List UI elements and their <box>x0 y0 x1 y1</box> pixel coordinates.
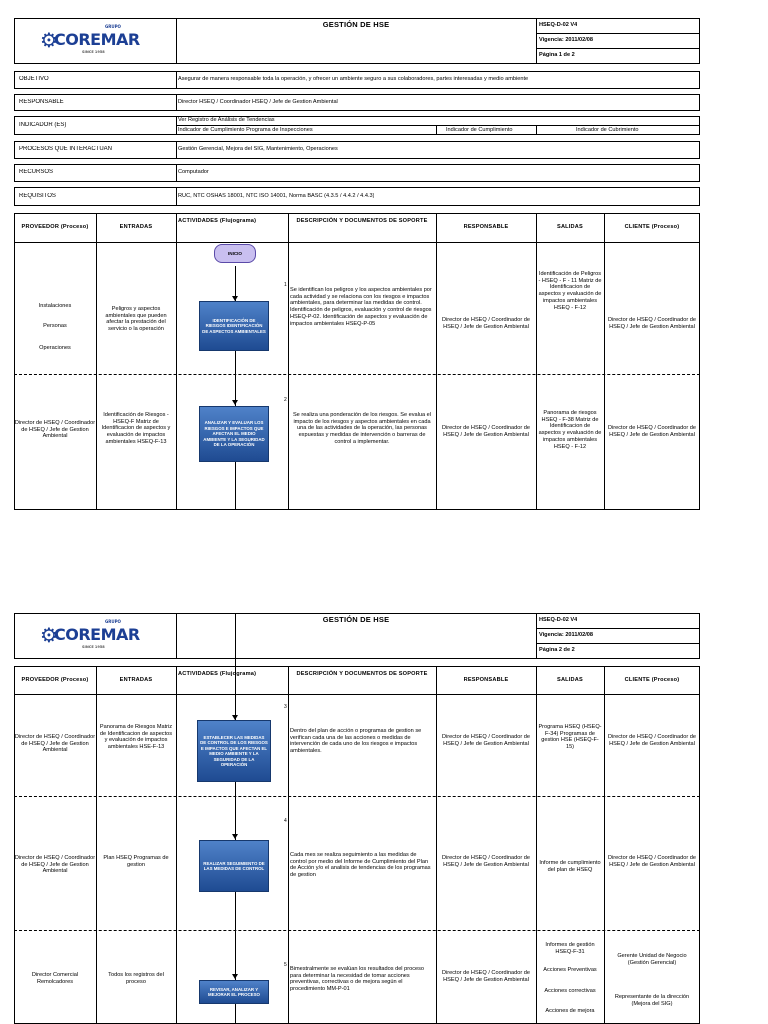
row5-entradas: Todos los registros del proceso <box>108 972 164 985</box>
row5-salida-3: Acciones correctivas <box>544 988 596 994</box>
p1-col-descripcion: DESCRIPCIÓN Y DOCUMENTOS DE SOPORTE <box>296 218 428 224</box>
value-objetivo: Asegurar de manera responsable toda la operación, y ofrecer un ambiente seguro a sus colaboradores, partes interesadas y medio ambiente <box>178 76 529 82</box>
row1-responsable: Director de HSEQ / Coordinador de HSEQ / Jefe de Gestion Ambiental <box>442 317 530 330</box>
flow-step-1: IDENTIFICACIÓN DE RIESGOS IDENTIFICACIÓN DE ASPECTOS AMBIENTALES <box>199 301 269 351</box>
page1-vigencia: Vigencia: 2011/02/08 <box>539 37 594 43</box>
row2-descripcion: Se realiza una ponderación de los riesgos. Se evalua el impacto de los riesgos y aspectos ambientales en cada una de las actividades de la operación, las personas expuestas y medidas de intervención o barreras de control a implementar. <box>292 412 432 445</box>
row1-descripcion: Se identifican los peligros y los aspectos ambientales por cada actividad y se relaciona con los riesgos e impactos ambientales, para determinar las medidas de control. Identificación de peligros, evaluación y control de riesgos HSEQ-P-02. Identificación de aspectos y evaluación de impactos ambientales HSEQ-P-05 <box>290 287 432 327</box>
row1-entradas: Peligros y aspectos ambientales que pueden afectar la prestación del servicio o la operación <box>105 306 167 333</box>
logo-grupo: GRUPO <box>105 24 121 29</box>
row2-cliente: Director de HSEQ / Coordinador de HSEQ / Jefe de Gestion Ambiental <box>608 425 696 438</box>
logo-grupo-2: GRUPO <box>105 619 121 624</box>
row5-descripcion: Bimestralmente se evalúan los resultados del proceso para determinar la necesidad de tomar acciones preventivas, correctivas o de mejora según el procedimiento MM-P-01 <box>290 966 425 993</box>
p2-col-salidas: SALIDAS <box>557 677 583 683</box>
value-requisitos: RUC, NTC OSHAS 18001, NTC ISO 14001, Norma BASC (4.3.5 / 4.4.2 / 4.4.3) <box>178 193 375 199</box>
row3-descripcion: Dentro del plan de acción o programas de gestion se verifican cada una de las acciones o medidas de intervención de cada uno de los riesgos e impactos ambientales. <box>290 728 422 755</box>
indicador-2: Indicador de Cumplimiento <box>446 127 513 133</box>
flow-step-3: ESTABLECER LAS MEDIDAS DE CONTROL DE LOS RIESGOS E IMPACTOS QUE AFECTAN EL MEDIO AMBIENTE Y LA SEGURIDAD DE LA OPERACIÓN <box>197 720 271 782</box>
row1-cliente: Director de HSEQ / Coordinador de HSEQ / Jefe de Gestion Ambiental <box>608 317 696 330</box>
row1-proveedor-1: Instalaciones <box>38 303 72 309</box>
page2-vigencia: Vigencia: 2011/02/08 <box>539 632 594 638</box>
row4-cliente: Director de HSEQ / Coordinador de HSEQ / Jefe de Gestion Ambiental <box>608 855 696 868</box>
page1-code: HSEQ-D-02 V4 <box>539 22 578 28</box>
p2-col-actividades: ACTIVIDADES (Flujograma) <box>178 671 257 677</box>
row5-salida-4: Acciones de mejora <box>545 1008 595 1014</box>
logo-text: COREMAR <box>54 30 140 49</box>
page1-title: GESTIÓN DE HSE <box>322 20 390 29</box>
page2-code: HSEQ-D-02 V4 <box>539 617 578 623</box>
row1-proveedor-2: Personas <box>43 323 67 329</box>
row1-proveedor-3: Operaciones <box>39 345 71 351</box>
row4-descripcion: Cada mes se realiza seguimiento a las medidas de control por medio del Informe de Cumplimiento del Plan de Acción y/o el analisis de tendencias de los programas de gestion <box>290 852 431 879</box>
row3-num: 3 <box>284 704 287 710</box>
label-recursos: RECURSOS <box>19 169 54 175</box>
page1-process-table <box>14 213 700 510</box>
company-logo <box>40 22 150 60</box>
logo-gear-icon: ⚙ <box>40 28 58 52</box>
page2-pagina: Página 2 de 2 <box>539 647 575 653</box>
indicador-1: Indicador de Cumplimiento Programa de Inspecciones <box>178 127 313 133</box>
row3-responsable: Director de HSEQ / Coordinador de HSEQ / Jefe de Gestion Ambiental <box>442 734 530 747</box>
row4-num: 4 <box>284 818 287 824</box>
page1-pagina: Página 1 de 2 <box>539 52 575 58</box>
row5-num: 5 <box>284 962 287 968</box>
flow-start-node: INICIO <box>214 244 256 263</box>
value-indicadores: Ver Registro de Análisis de Tendencias <box>178 117 275 123</box>
row2-entradas: Identificación de Riesgos - HSEQ-F Matriz de Identificacion de aspectos y evaluación de impactos ambientales HSEQ-F-13 <box>101 412 171 445</box>
info-responsable <box>14 94 700 111</box>
logo-gear-icon-2: ⚙ <box>40 623 58 647</box>
logo-since-2: SINCE 1958 <box>82 645 105 649</box>
row4-proveedor: Director de HSEQ / Coordinador de HSEQ / Jefe de Gestion Ambiental <box>14 855 96 875</box>
p2-col-responsable: RESPONSABLE <box>463 677 509 683</box>
row5-salida-1: Informes de gestión HSEQ-F-31 <box>545 942 595 955</box>
label-responsable: RESPONSABLE <box>19 99 64 105</box>
flow-step-5: REVISAR, ANALIZAR Y MEJORAR EL PROCESO <box>199 980 269 1004</box>
info-recursos <box>14 164 700 182</box>
flow-step-2: ANALIZAR Y EVALUAR LOS RIESGOS E IMPACTOS QUE AFECTAN EL MEDIO AMBIENTE Y LA SEGURIDAD DE LA OPERACIÓN <box>199 406 269 462</box>
p2-col-descripcion: DESCRIPCIÓN Y DOCUMENTOS DE SOPORTE <box>296 671 428 677</box>
p1-col-salidas: SALIDAS <box>557 224 583 230</box>
p2-col-proveedor: PROVEEDOR (Proceso) <box>21 677 89 683</box>
row2-num: 2 <box>284 397 287 403</box>
logo-text-2: COREMAR <box>54 625 140 644</box>
row5-salida-2: Acciones Preventivas <box>543 967 597 973</box>
page2-title: GESTIÓN DE HSE <box>322 615 390 624</box>
value-procesos: Gestión Gerencial, Mejora del SIG, Mantenimiento, Operaciones <box>178 146 338 152</box>
row4-entradas: Plan HSEQ Programas de gestion <box>103 855 169 868</box>
row5-proveedor: Director Comercial Remolcadores <box>31 972 79 985</box>
p2-col-cliente: CLIENTE (Proceso) <box>624 677 680 683</box>
label-procesos: PROCESOS QUE INTERACTÚAN <box>19 146 113 152</box>
label-objetivo: OBJETIVO <box>19 76 49 82</box>
row4-responsable: Director de HSEQ / Coordinador de HSEQ / Jefe de Gestion Ambiental <box>442 855 530 868</box>
flow-step-4: REALIZAR SEGUIMIENTO DE LAS MEDIDAS DE CONTROL <box>199 840 269 892</box>
row4-salidas: Informe de cumplimiento del plan de HSEQ <box>539 860 601 873</box>
row2-proveedor: Director de HSEQ / Coordinador de HSEQ / Jefe de Gestion Ambiental <box>14 420 96 440</box>
row1-num: 1 <box>284 282 287 288</box>
row2-responsable: Director de HSEQ / Coordinador de HSEQ / Jefe de Gestion Ambiental <box>442 425 530 438</box>
p1-col-cliente: CLIENTE (Proceso) <box>624 224 680 230</box>
label-requisitos: REQUISITOS <box>19 193 56 199</box>
value-responsable: Director HSEQ / Coordinador HSEQ / Jefe de Gestion Ambiental <box>178 99 338 105</box>
p2-col-entradas: ENTRADAS <box>119 677 153 683</box>
info-procesos <box>14 141 700 159</box>
value-recursos: Computador <box>178 169 209 175</box>
p1-col-actividades: ACTIVIDADES (Flujograma) <box>178 218 257 224</box>
p1-col-proveedor: PROVEEDOR (Proceso) <box>21 224 89 230</box>
row3-cliente: Director de HSEQ / Coordinador de HSEQ / Jefe de Gestion Ambiental <box>608 734 696 747</box>
label-indicadores: INDICADOR (ES) <box>19 122 67 128</box>
row5-responsable: Director de HSEQ / Coordinador de HSEQ / Jefe de Gestion Ambiental <box>442 970 530 983</box>
row3-entradas: Panorama de Riesgos Matriz de Identificacion de aspectos y evaluación de impactos ambientales HSE-F-13 <box>99 724 173 751</box>
p1-col-entradas: ENTRADAS <box>119 224 153 230</box>
row3-proveedor: Director de HSEQ / Coordinador de HSEQ / Jefe de Gestion Ambiental <box>14 734 96 754</box>
row1-salidas: Identificación de Peligros - HSEQ - F - 11 Matriz de Identificacion de aspectos y evaluación de impactos ambientales HSEQ - F-12 <box>538 271 602 311</box>
indicador-3: Indicador de Cubrimiento <box>576 127 639 133</box>
row5-cliente-1: Gerente Unidad de Negocio (Gestión Gerencial) <box>617 953 687 966</box>
row2-salidas: Panorama de riesgos HSEQ - F-38 Matriz de Identificacion de aspectos y evaluación de impactos ambientales HSEQ - F-12 <box>538 410 602 450</box>
company-logo-2 <box>40 617 150 655</box>
row3-salidas: Programa HSEQ (HSEQ-F-34) Programas de gestion HSE (HSEQ-F-15) <box>538 724 602 751</box>
logo-since: SINCE 1958 <box>82 50 105 54</box>
row5-cliente-2: Representante de la dirección (Mejora del SIG) <box>614 994 690 1007</box>
p1-col-responsable: RESPONSABLE <box>463 224 509 230</box>
